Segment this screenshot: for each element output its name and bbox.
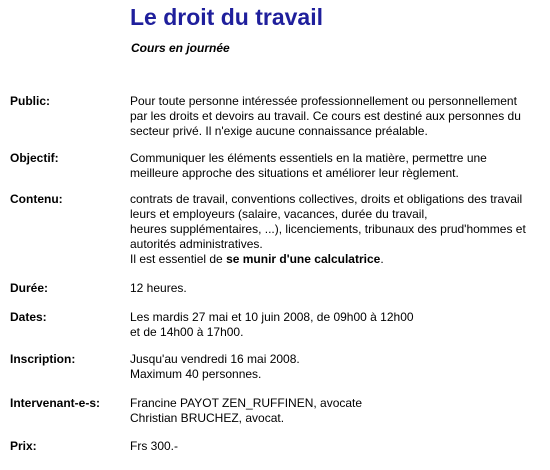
inscription-line: Maximum 40 personnes. [130, 367, 262, 381]
page-title: Le droit du travail [130, 4, 323, 30]
inscription-text [130, 352, 535, 382]
duree-text [130, 281, 535, 296]
contenu-line: contrats de travail, conventions collectives, droits et obligations des travail [130, 192, 523, 206]
public-line: secteur privé. Il n'exige aucune connaissance préalable. [130, 124, 428, 138]
inscription-label: Inscription: [10, 352, 76, 366]
objectif-label: Objectif: [10, 151, 59, 165]
contenu-line: heures supplémentaires, ...), licenciements, tribunaux des prud'hommes et [130, 222, 526, 236]
dates-label: Dates: [10, 310, 47, 324]
duree-line: 12 heures. [130, 281, 187, 295]
calculator-note-suffix: . [380, 252, 384, 266]
intervenants-label: Intervenant-e-s: [10, 396, 101, 410]
prix-label: Prix: [10, 439, 37, 453]
contenu-text [130, 192, 535, 267]
contenu-label: Contenu: [10, 192, 63, 206]
dates-line: et de 14h00 à 17h00. [130, 325, 244, 339]
inscription-line: Jusqu'au vendredi 16 mai 2008. [130, 352, 300, 366]
dates-line: Les mardis 27 mai et 10 juin 2008, de 09h00 à 12h00 [130, 310, 414, 324]
public-text [130, 94, 535, 139]
intervenants-line: Francine PAYOT ZEN_RUFFINEN, avocate [130, 396, 363, 410]
page-subtitle: Cours en journée [131, 41, 230, 55]
contenu-line: autorités administratives. [130, 237, 263, 251]
public-line: Pour toute personne intéressée professionnellement ou personnellement [130, 94, 517, 108]
calculator-note [130, 252, 535, 267]
public-line: par les droits et devoirs au travail. Ce cours est destiné aux personnes du [130, 109, 521, 123]
objectif-line: Communiquer les éléments essentiels en la matière, permettre une [130, 151, 487, 165]
contenu-line: leurs et employeurs (salaire, vacances, durée du travail, [130, 207, 428, 221]
calculator-note-prefix: Il est essentiel de [130, 252, 227, 266]
prix-text [130, 439, 535, 454]
dates-text [130, 310, 535, 340]
intervenants-text [130, 396, 535, 426]
public-label: Public: [10, 94, 51, 108]
objectif-line: meilleure approche des situations et améliorer leur règlement. [130, 166, 459, 180]
prix-line: Frs 300.- [130, 439, 179, 453]
intervenants-line: Christian BRUCHEZ, avocat. [130, 411, 285, 425]
objectif-text [130, 151, 535, 181]
duree-label: Durée: [10, 281, 49, 295]
calculator-note-emphasis: se munir d'une calculatrice [226, 252, 381, 266]
